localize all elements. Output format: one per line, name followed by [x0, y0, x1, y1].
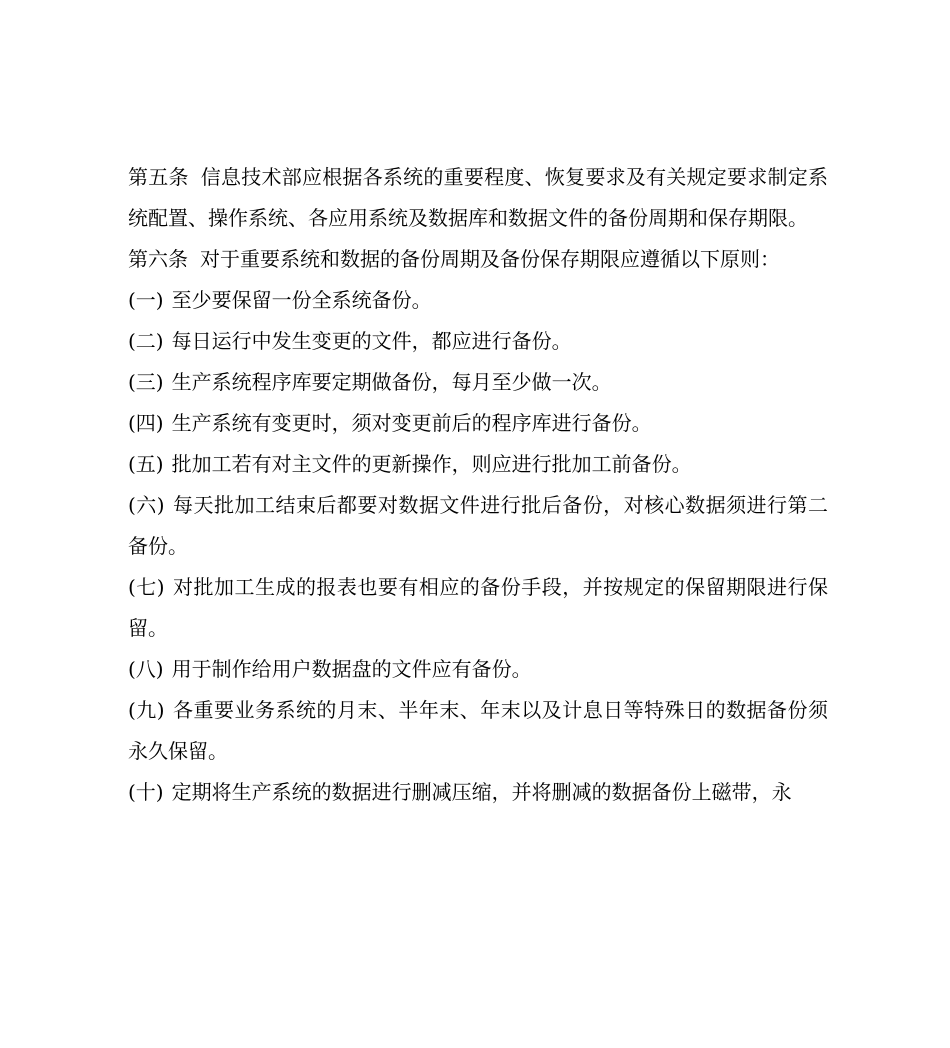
list-item — [128, 362, 828, 403]
list-item-text: 对批加工生成的报表也要有相应的备份手段，并按规定的保留期限进行保留。 — [128, 575, 829, 640]
list-item-label: (四) — [128, 411, 164, 435]
list-item-label: (十) — [128, 780, 164, 804]
list-item-text: 生产系统有变更时，须对变更前后的程序库进行备份。 — [171, 411, 652, 435]
article-6-paragraph — [128, 239, 828, 280]
list-item-label: (二) — [128, 329, 164, 353]
list-item-label: (七) — [128, 575, 165, 599]
list-item — [128, 567, 828, 649]
document-body — [128, 157, 828, 813]
list-item-text: 用于制作给用户数据盘的文件应有备份。 — [171, 657, 532, 681]
list-item-text: 至少要保留一份全系统备份。 — [171, 288, 432, 312]
list-item-text: 定期将生产系统的数据进行删减压缩，并将删减的数据备份上磁带，永 — [171, 780, 792, 804]
list-item — [128, 649, 828, 690]
list-item-label: (一) — [128, 288, 164, 312]
list-item — [128, 772, 828, 813]
list-item-label: (三) — [128, 370, 164, 394]
article-6-text: 对于重要系统和数据的备份周期及备份保存期限应遵循以下原则： — [200, 247, 780, 271]
list-item-label: (九) — [128, 698, 165, 722]
list-item-text: 各重要业务系统的月末、半年末、年末以及计息日等特殊日的数据备份须永久保留。 — [128, 698, 829, 763]
list-item-text: 生产系统程序库要定期做备份，每月至少做一次。 — [171, 370, 612, 394]
list-item-text: 批加工若有对主文件的更新操作，则应进行批加工前备份。 — [171, 452, 692, 476]
list-item — [128, 485, 828, 567]
article-5-text: 信息技术部应根据各系统的重要程度、恢复要求及有关规定要求制定系统配置、操作系统、各应用系统及数据库和数据文件的备份周期和保存期限。 — [128, 165, 829, 230]
list-item-label: (六) — [128, 493, 165, 517]
list-item-text: 每天批加工结束后都要对数据文件进行批后备份，对核心数据须进行第二备份。 — [128, 493, 829, 558]
list-item-label: (八) — [128, 657, 164, 681]
article-5-label: 第五条 — [128, 165, 189, 189]
list-item — [128, 321, 828, 362]
list-item — [128, 403, 828, 444]
list-item-text: 每日运行中发生变更的文件，都应进行备份。 — [171, 329, 572, 353]
article-6-label: 第六条 — [128, 247, 188, 271]
list-item-label: (五) — [128, 452, 164, 476]
list-item — [128, 280, 828, 321]
list-item — [128, 444, 828, 485]
list-item — [128, 690, 828, 772]
article-5-paragraph — [128, 157, 828, 239]
